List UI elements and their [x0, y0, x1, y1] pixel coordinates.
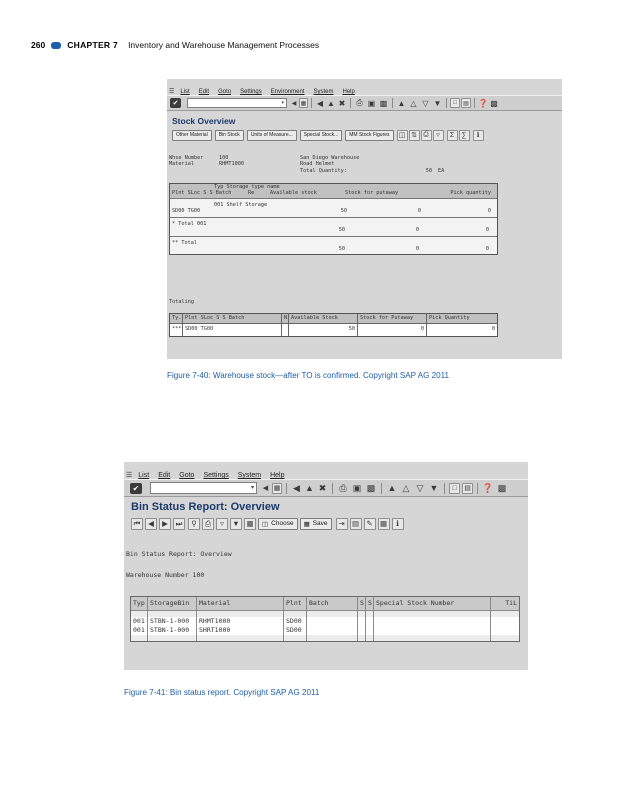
toolbar-separator — [474, 98, 475, 108]
stock-header-fields — [169, 155, 559, 174]
menu-settings[interactable]: Settings — [240, 89, 262, 95]
toolbar-separator — [286, 483, 287, 494]
cell-s2[interactable] — [366, 617, 373, 626]
page-title: Bin Status Report: Overview — [131, 501, 280, 513]
system-toolbar — [124, 479, 528, 497]
next-record-icon[interactable]: ▶ — [159, 518, 171, 530]
plant-sloc: SD00 TG00 — [183, 324, 281, 336]
toolbar-separator — [381, 483, 382, 494]
menu-edit[interactable]: Edit — [198, 89, 210, 95]
help-icon[interactable]: ❓ — [482, 482, 494, 493]
shortcut-icon[interactable]: ▤ — [461, 98, 471, 108]
toolbar-separator — [350, 98, 351, 108]
filter-icon[interactable]: ▿ — [433, 130, 444, 141]
units-of-measure-button[interactable]: Units of Measure... — [247, 130, 297, 141]
col-batch: Batch — [307, 597, 357, 611]
putaway-value: 0 — [415, 227, 419, 234]
chapter-label: CHAPTER 7 — [67, 40, 119, 50]
pick-quantity-value: 0 — [485, 246, 489, 253]
system-toolbar — [167, 95, 562, 111]
menu-system[interactable]: System — [313, 89, 334, 95]
cell-typ[interactable]: 001 — [131, 617, 147, 626]
menu-system[interactable]: System — [237, 472, 262, 479]
warehouse-number-line: Warehouse Number 100 — [126, 571, 205, 579]
first-page-icon[interactable]: ▲ — [397, 98, 406, 108]
pick-quantity-value: 0 — [427, 324, 497, 336]
info-icon[interactable]: ℹ — [473, 130, 484, 141]
available-stock-value: 50 — [289, 324, 357, 336]
totaling-marker: *** — [170, 324, 182, 336]
col-storage-bin: StorageBin — [148, 597, 196, 611]
stock-overview-screenshot — [167, 79, 562, 359]
total-quantity-label: Total Quantity: — [300, 167, 347, 174]
col-til: TiL — [491, 597, 519, 611]
cell-s1[interactable] — [358, 626, 365, 635]
col-plnt-sloc-batch: Plnt SLoc S S Batch — [183, 314, 281, 324]
exit-icon[interactable]: ▲ — [305, 483, 314, 493]
available-stock-value: 50 — [338, 227, 345, 234]
cell-batch[interactable] — [307, 626, 357, 635]
cell-til[interactable] — [491, 617, 519, 626]
table-row[interactable] — [170, 208, 497, 217]
page-header — [31, 38, 319, 52]
bin-stock-button[interactable]: Bin Stock — [215, 130, 244, 141]
col-stock-for-putaway: Stock for putaway — [345, 190, 399, 196]
menu-list[interactable]: List — [138, 472, 150, 479]
spreadsheet-icon[interactable]: ▤ — [350, 518, 362, 530]
sum-icon[interactable]: Σ — [447, 130, 458, 141]
set-filter-icon[interactable]: ▼ — [230, 518, 242, 530]
col-plnt: Plnt — [284, 597, 306, 611]
search-icon[interactable]: ⚲ — [188, 518, 200, 530]
chapter-marker-icon — [51, 42, 61, 49]
back-icon[interactable]: ◀ — [293, 482, 300, 493]
plant-sloc: SD00 TG00 — [172, 208, 201, 215]
application-toolbar — [124, 516, 528, 531]
save-icon[interactable]: ▦ — [272, 483, 282, 494]
find-next-icon[interactable]: ▩ — [379, 98, 388, 108]
stock-grid — [169, 183, 498, 255]
unit-of-measure: EA — [438, 167, 445, 174]
grid-icon[interactable]: ▦ — [378, 518, 390, 530]
last-record-icon[interactable]: ⏭ — [173, 518, 185, 530]
totaling-label: Totaling — [169, 299, 194, 305]
cell-til[interactable] — [491, 626, 519, 635]
col-special-stock-number: Special Stock Number — [374, 597, 490, 611]
cancel-icon[interactable]: ✖ — [338, 98, 346, 108]
menu-environment[interactable]: Environment — [270, 89, 305, 95]
command-field[interactable]: ▾ — [187, 98, 287, 108]
menu-settings[interactable]: Settings — [203, 472, 229, 479]
menu-bar — [167, 79, 562, 95]
menu-goto[interactable]: Goto — [218, 89, 232, 95]
list-title: Bin Status Report: Overview — [126, 550, 232, 558]
bin-status-screenshot — [124, 462, 528, 670]
subtotal-icon[interactable]: ∑ — [459, 130, 470, 141]
cell-s2[interactable] — [366, 626, 373, 635]
whse-number-label: Whse Number — [169, 155, 204, 161]
col-s1: S — [358, 597, 365, 611]
special-stock-button[interactable]: Special Stock... — [300, 130, 342, 141]
next-page-icon[interactable]: ▽ — [422, 98, 429, 108]
putaway-value: 0 — [417, 208, 421, 215]
info-icon[interactable]: ℹ — [392, 518, 404, 530]
grid-header-line2 — [170, 190, 497, 199]
choose-button[interactable] — [258, 518, 298, 530]
save-button[interactable] — [300, 518, 332, 530]
toolbar-separator — [446, 98, 447, 108]
col-s2: S — [366, 597, 373, 611]
figure-caption-7-41: Figure 7-41: Bin status report. Copyright SAP AG 2011 — [124, 688, 320, 697]
cell-special-stock-number[interactable] — [374, 626, 490, 635]
application-toolbar — [167, 128, 562, 142]
col-typ: Typ — [131, 597, 147, 611]
window-menu-icon[interactable]: ☰ — [126, 472, 133, 479]
previous-page-icon[interactable]: △ — [410, 98, 417, 108]
new-session-icon[interactable]: □ — [449, 483, 460, 494]
enter-icon[interactable]: ✔ — [170, 98, 181, 108]
col-pick-quantity: Pick quantity — [450, 190, 491, 196]
figure-caption-7-40: Figure 7-40: Warehouse stock—after TO is confirmed. Copyright SAP AG 2011 — [167, 371, 450, 380]
choose-icon: ◫ — [262, 520, 269, 528]
find-icon[interactable]: ▣ — [352, 482, 362, 493]
menu-help[interactable]: Help — [342, 89, 355, 95]
material-description: Road Helmet — [300, 161, 335, 168]
back-arrow-icon[interactable]: ◀ — [291, 100, 297, 107]
toolbar-separator — [311, 98, 312, 108]
layout-menu-icon[interactable]: ▩ — [497, 482, 507, 493]
toolbar-separator — [392, 98, 393, 108]
col-available-stock: Available stock — [270, 190, 317, 196]
menu-list[interactable]: List — [180, 89, 190, 95]
toolbar-separator — [444, 483, 445, 494]
subtotal-label: * Total 001 — [172, 220, 207, 227]
choose-label: Choose — [271, 520, 294, 527]
mm-stock-figures-button[interactable]: MM Stock Figures — [345, 130, 393, 141]
back-arrow-icon[interactable]: ◀ — [262, 485, 269, 492]
save-list-icon: ▦ — [303, 520, 310, 528]
exit-icon[interactable]: ▲ — [327, 98, 335, 108]
col-ty: Ty. — [170, 314, 182, 324]
cell-plnt[interactable]: SD00 — [284, 626, 306, 635]
material-label: Material — [169, 161, 194, 168]
table-row[interactable] — [170, 227, 497, 236]
cell-plnt[interactable]: SD00 — [284, 617, 306, 626]
page-number: 260 — [31, 40, 46, 50]
toolbar-separator — [332, 483, 333, 494]
n-value — [282, 324, 288, 336]
menu-help[interactable]: Help — [270, 472, 285, 479]
edit-icon[interactable]: ✎ — [364, 518, 376, 530]
menu-bar — [124, 462, 528, 479]
page-title: Stock Overview — [172, 116, 236, 126]
save-label: Save — [312, 520, 328, 527]
first-page-icon[interactable]: ▲ — [387, 483, 397, 493]
other-material-button[interactable]: Other Material — [172, 130, 212, 141]
col-re: Re — [248, 190, 255, 196]
material-value: RHMT1000 — [219, 161, 244, 168]
col-material: Material — [197, 597, 283, 611]
cell-storage-bin[interactable]: STBN-1-000 — [148, 617, 196, 626]
menu-edit[interactable]: Edit — [158, 472, 171, 479]
col-plnt-sloc-batch: Plnt SLoc S S Batch — [172, 190, 232, 196]
window-menu-icon[interactable]: ☰ — [169, 89, 175, 95]
whse-number-value: 100 — [219, 155, 229, 161]
print-list-icon[interactable]: ⎙ — [421, 130, 432, 141]
col-stock-for-putaway: Stock for Putaway — [358, 314, 426, 324]
help-icon[interactable]: ❓ — [478, 98, 488, 108]
sort-icon[interactable]: ⇅ — [409, 130, 420, 141]
back-icon[interactable]: ◀ — [316, 98, 324, 108]
export-icon[interactable]: ⇥ — [336, 518, 348, 530]
print-list-icon[interactable]: ⎙ — [202, 518, 214, 530]
previous-page-icon[interactable]: △ — [402, 482, 410, 493]
menu-goto[interactable]: Goto — [179, 472, 195, 479]
available-stock-value: 50 — [338, 246, 345, 253]
last-page-icon[interactable]: ▼ — [429, 483, 439, 493]
find-next-icon[interactable]: ▩ — [366, 482, 376, 493]
available-stock-value: 50 — [340, 208, 347, 215]
cell-material[interactable]: RHMT1000 — [197, 617, 283, 626]
cell-typ[interactable]: 001 — [131, 626, 147, 635]
change-layout-icon[interactable]: ▦ — [244, 518, 256, 530]
putaway-value: 0 — [415, 246, 419, 253]
first-record-icon[interactable]: ⏮ — [131, 518, 143, 530]
pick-quantity-value: 0 — [485, 227, 489, 234]
cell-batch[interactable] — [307, 617, 357, 626]
next-page-icon[interactable]: ▽ — [416, 482, 424, 493]
putaway-value: 0 — [358, 324, 426, 336]
save-icon[interactable]: ▦ — [299, 98, 308, 108]
toolbar-separator — [477, 483, 478, 494]
layout-menu-icon[interactable]: ▩ — [490, 98, 498, 108]
storage-type-text: 001 Shelf Storage — [214, 202, 268, 208]
cell-storage-bin[interactable]: STBN-1-000 — [148, 626, 196, 635]
col-n: N — [282, 314, 288, 324]
print-icon[interactable]: ⎙ — [356, 98, 363, 107]
enter-icon[interactable]: ✔ — [130, 483, 142, 494]
print-icon[interactable]: ⎙ — [339, 482, 347, 493]
whse-description: San Diego Warehouse — [300, 155, 360, 161]
table-row[interactable] — [170, 246, 497, 254]
cancel-icon[interactable]: ✖ — [318, 482, 327, 493]
cell-special-stock-number[interactable] — [374, 617, 490, 626]
previous-record-icon[interactable]: ◀ — [145, 518, 157, 530]
last-page-icon[interactable]: ▼ — [433, 98, 442, 108]
cell-s1[interactable] — [358, 617, 365, 626]
detail-icon[interactable]: ◫ — [397, 130, 408, 141]
grid-header-line1: Typ Storage type name — [170, 184, 497, 190]
col-pick-quantity: Pick Quantity — [427, 314, 497, 324]
filter-icon[interactable]: ▿ — [216, 518, 228, 530]
total-label: ** Total — [172, 239, 197, 246]
chapter-title: Inventory and Warehouse Management Processes — [128, 40, 320, 50]
pick-quantity-value: 0 — [487, 208, 491, 215]
shortcut-icon[interactable]: ▤ — [462, 483, 473, 494]
col-available-stock: Available Stock — [289, 314, 357, 324]
command-field[interactable]: ▾ — [150, 482, 257, 494]
find-icon[interactable]: ▣ — [367, 98, 376, 108]
totaling-grid — [169, 313, 498, 337]
total-quantity-value: 50 — [425, 167, 432, 174]
new-session-icon[interactable]: □ — [450, 98, 460, 108]
bin-status-grid — [130, 596, 520, 642]
cell-material[interactable]: SHRT1000 — [197, 626, 283, 635]
